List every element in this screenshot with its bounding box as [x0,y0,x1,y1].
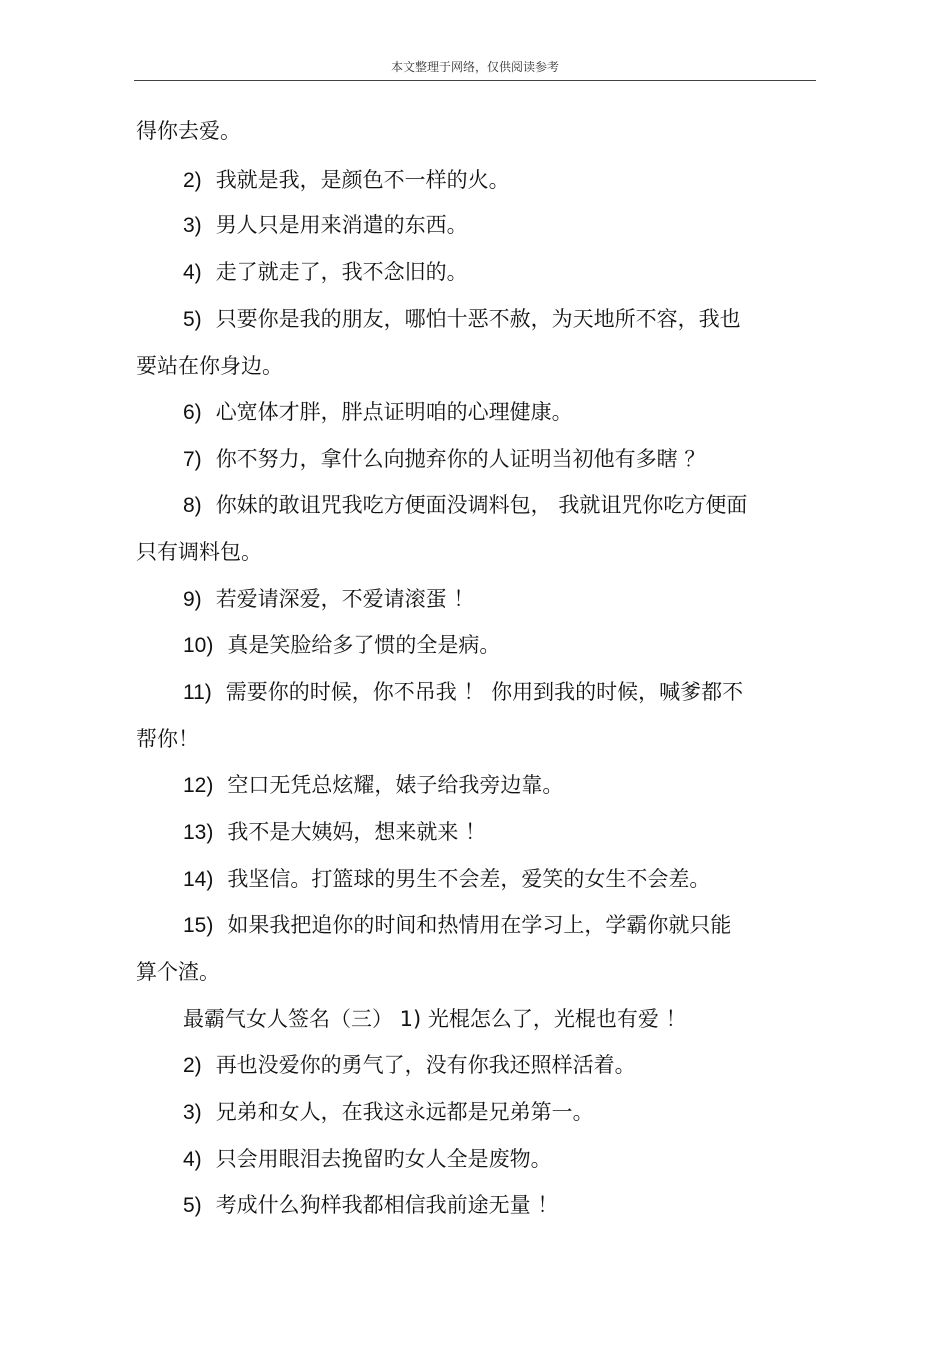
text-line-15 [183,775,563,796]
line-text: 我就是我，是颜色不一样的火。 [215,168,510,192]
line-text: 你不努力，拿什么向抛弃你的人证明当初他有多瞎 ？ [215,447,706,471]
text-line-24 [183,1195,558,1216]
line-text: 帮你！ [136,727,199,751]
line-text: 空口无凭总炫耀，婊子给我旁边靠。 [227,773,564,797]
text-line-3 [183,215,468,236]
text-line-14 [136,729,199,750]
text-line-8 [183,449,705,470]
text-line-2 [183,170,510,191]
line-text: 只要你是我的朋友，哪怕十恶不赦，为天地所不容，我也 [215,307,741,331]
list-number: 8) [183,494,202,517]
line-text: 你妹的敢诅咒我吃方便面没调料包， 我就诅咒你吃方便面 [215,493,748,517]
list-number: 4) [183,1148,202,1171]
line-text: 男人只是用来消遣的东西。 [215,213,468,237]
list-number: 7) [183,448,202,471]
line-text: 真是笑脸给多了惯的全是病。 [227,633,501,657]
list-number: 11) [183,681,212,704]
line-text: 需要你的时候，你不吊我 ！ 你用到我的时候，喊爹都不 [225,680,744,704]
line-text: 我坚信。打篮球的男生不会差，爱笑的女生不会差。 [227,867,711,891]
list-number: 2) [183,1054,202,1077]
line-text: 最霸气女人签名（三） 1) 光棍怎么了，光棍也有爱 ！ [183,1007,687,1031]
line-text: 若爱请深爱，不爱请滚蛋 ！ [215,587,475,611]
text-line-1 [136,121,241,142]
list-number: 6) [183,401,202,424]
line-text: 兄弟和女人，在我这永远都是兄弟第一。 [215,1100,594,1124]
list-number: 2) [183,169,202,192]
text-line-6 [136,356,283,377]
text-line-20 [183,1009,687,1030]
text-line-19 [136,962,220,983]
line-text: 再也没爱你的勇气了，没有你我还照样活着。 [215,1053,636,1077]
text-line-10 [136,542,262,563]
list-number: 15) [183,914,214,937]
list-number: 5) [183,1194,202,1217]
line-text: 算个渣。 [136,960,220,984]
list-number: 9) [183,588,202,611]
text-line-21 [183,1055,636,1076]
list-number: 4) [183,261,202,284]
line-text: 要站在你身边。 [136,354,283,378]
list-number: 3) [183,1101,202,1124]
line-text: 只会用眼泪去挽留旳女人全是废物。 [215,1147,552,1171]
page-header: 本文整理于网络，仅供阅读参考 [390,60,559,74]
line-text: 得你去爱。 [136,119,241,143]
line-text: 走了就走了，我不念旧的。 [215,260,468,284]
text-line-23 [183,1149,552,1170]
text-line-12 [183,635,500,656]
text-line-17 [183,869,710,890]
text-line-13 [183,682,743,703]
text-line-16 [183,822,486,843]
list-number: 10) [183,634,214,657]
line-text: 只有调料包。 [136,540,262,564]
header-rule [134,80,816,81]
line-text: 考成什么狗样我都相信我前途无量 ！ [215,1193,559,1217]
text-line-5 [183,309,741,330]
text-line-7 [183,402,573,423]
text-line-22 [183,1102,594,1123]
text-line-18 [183,915,731,936]
list-number: 5) [183,308,202,331]
line-text: 如果我把追你的时间和热情用在学习上，学霸你就只能 [227,913,732,937]
list-number: 12) [183,774,214,797]
line-text: 我不是大姨妈，想来就来 ！ [227,820,487,844]
list-number: 13) [183,821,214,844]
list-number: 3) [183,214,202,237]
text-line-4 [183,262,468,283]
text-line-11 [183,589,474,610]
text-line-9 [183,495,747,516]
line-text: 心宽体才胖，胖点证明咱的心理健康。 [215,400,573,424]
list-number: 14) [183,868,214,891]
